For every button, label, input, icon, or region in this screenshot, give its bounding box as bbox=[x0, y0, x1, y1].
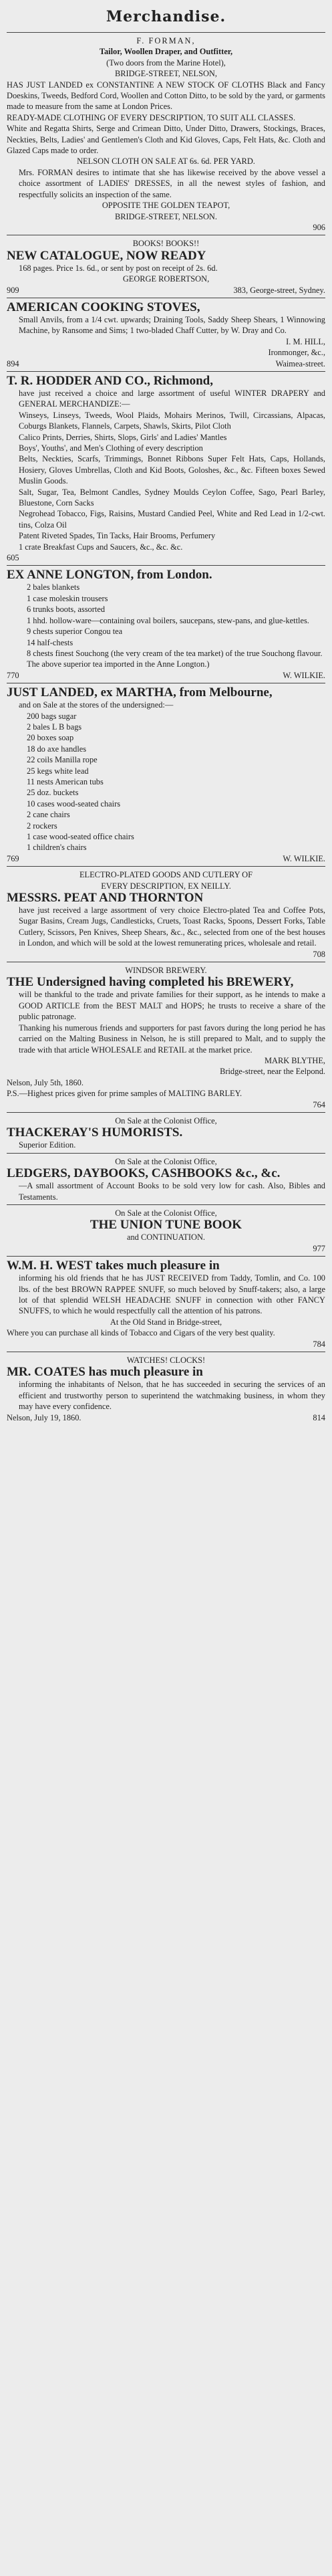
ad-body: NELSON CLOTH ON SALE AT 6s. 6d. PER YARD. bbox=[77, 156, 255, 167]
ad-number: 814 bbox=[313, 1412, 325, 1422]
ad-signer: W. WILKIE. bbox=[283, 670, 325, 680]
ad-body: Boys', Youths', and Men's Clothing of every description bbox=[19, 443, 203, 453]
ad-title: THE Undersigned having completed his BREWERY, bbox=[7, 975, 294, 990]
ad-footer: BRIDGE-STREET, NELSON. bbox=[115, 211, 217, 221]
ad-body: informing his old friends that he has JUST RECEIVED from Taddy, Tomlin, and Co. 100 lbs. of the best BROWN RAPPEE SNUFF, so much beloved by Snuff-takers; also, a large lot of that splendid WELSH HEADACHE SNUFF in connection with other FANCY SNUFFS, to which he would respectfully call the attention of his patrons. bbox=[19, 1273, 325, 1316]
list-item: 9 chests superior Congou tea bbox=[27, 627, 123, 637]
ad-role: Ironmonger, &c., bbox=[268, 348, 325, 358]
ad-name: I. M. HILL, bbox=[286, 336, 325, 346]
ad-line: BRIDGE-STREET, NELSON, bbox=[115, 69, 217, 79]
ad-line: (Two doors from the Marine Hotel), bbox=[106, 58, 226, 68]
ad-stoves bbox=[7, 298, 325, 371]
ad-body: will be thankful to the trade and private families for their support, as he intends to make a GOOD ARTICLE from the BEST MALT and HOPS; he trusts to receive a share of the public patronage. bbox=[19, 990, 325, 1022]
ad-hodder bbox=[7, 371, 325, 566]
ad-books bbox=[7, 235, 325, 298]
ad-ledgers bbox=[7, 1153, 325, 1204]
ad-subtitle: Tailor, Woollen Draper, and Outfitter, bbox=[99, 47, 233, 57]
ad-footer-row bbox=[7, 358, 325, 369]
ad-body: White and Regatta Shirts, Serge and Crimean Ditto, Under Ditto, Drawers, Stockings, Braces, Neckties, Belts, Ladies' and Gentlemen's Cloth and Kid Gloves, Caps, Felt Hats, &c. Cloth and Glazed Caps made to order. bbox=[7, 124, 325, 156]
ad-top: On Sale at the Colonist Office, bbox=[115, 1115, 217, 1125]
ad-anne-longton bbox=[7, 565, 325, 683]
ad-martha bbox=[7, 683, 325, 866]
ad-title: AMERICAN COOKING STOVES, bbox=[7, 300, 200, 314]
list-item: 1 case moleskin trousers bbox=[27, 593, 108, 603]
list-item: 18 do axe handles bbox=[27, 744, 87, 754]
ad-top: WINDSOR BREWERY. bbox=[125, 966, 207, 976]
ad-body: and on Sale at the stores of the undersigned:— bbox=[19, 700, 174, 710]
newspaper-page bbox=[0, 5, 332, 2576]
ad-body: Salt, Sugar, Tea, Belmont Candles, Sydney Moulds Ceylon Coffee, Sago, Pearl Barley, Bluestone, Corn Sacks bbox=[19, 487, 325, 508]
ad-west bbox=[7, 1256, 325, 1352]
ad-body: Small Anvils, from a 1/4 cwt. upwards; Draining Tools, Saddy Sheep Shears, 1 Winnowing Machine, by Ransome and Sims; 1 two-bladed Chaff Cutter, by W. Dray and Co. bbox=[19, 314, 325, 336]
list-item: 2 cane chairs bbox=[27, 810, 70, 820]
ad-address: Bridge-street, near the Eelpond. bbox=[220, 1067, 325, 1077]
ad-body: Belts, Neckties, Scarfs, Trimmings, Bonnet Ribbons Super Felt Hats, Caps, Hollands, Hosiery, Gloves Umbrellas, Cloth and Kid Boots, Goloshes, &c., &c. Fifteen boxes Sewed Muslin Goods. bbox=[19, 454, 325, 486]
ad-body: 168 pages. Price 1s. 6d., or sent by post on receipt of 2s. 6d. bbox=[19, 263, 218, 273]
ad-body: Winseys, Linseys, Tweeds, Wool Plaids, Mohairs Merinos, Twill, Circassians, Alpacas, Coburgs Blankets, Flannels, Carpets, Shawls, Skirts, Pilot Cloth bbox=[19, 410, 325, 431]
ad-top: EVERY DESCRIPTION, EX NEILLY. bbox=[101, 881, 231, 891]
ad-title: THE UNION TUNE BOOK bbox=[90, 1218, 242, 1232]
ad-address: 383, George-street, Sydney. bbox=[233, 285, 325, 295]
ad-subtitle: and CONTINUATION. bbox=[126, 1232, 205, 1243]
list-item: 1 children's chairs bbox=[27, 843, 87, 853]
ad-top: On Sale at the Colonist Office, bbox=[115, 1156, 217, 1166]
ad-ps: P.S.—Highest prices given for prime samples of MALTING BARLEY. bbox=[7, 1089, 242, 1099]
section-heading: Merchandise. bbox=[106, 8, 226, 25]
ad-footer-row bbox=[7, 285, 325, 296]
list-item: 2 rockers bbox=[27, 821, 57, 831]
ad-number: 764 bbox=[313, 1099, 325, 1109]
ad-number: 977 bbox=[313, 1243, 325, 1253]
list-item: 25 kegs white lead bbox=[27, 766, 89, 776]
ad-footer-row bbox=[7, 1412, 325, 1423]
ad-address: Waimea-street. bbox=[275, 358, 325, 368]
ad-body: At the Old Stand in Bridge-street, bbox=[110, 1317, 222, 1327]
ad-windsor-brewery bbox=[7, 962, 325, 1112]
ad-number: 784 bbox=[313, 1339, 325, 1349]
ad-footer-row bbox=[7, 670, 325, 681]
ad-number: 605 bbox=[7, 553, 19, 563]
ad-title: THACKERAY'S HUMORISTS. bbox=[7, 1125, 183, 1140]
ad-number: 906 bbox=[313, 222, 325, 232]
ad-title: T. R. HODDER AND CO., Richmond, bbox=[7, 373, 213, 388]
ad-body: HAS JUST LANDED ex CONSTANTINE A NEW STOCK OF CLOTHS Black and Fancy Doeskins, Tweeds, Bedford Cord, Woollen and Cotton Ditto, to be sold by the yard, or garments made to measure from the same at London Prices. bbox=[7, 80, 325, 112]
ad-signer: W. WILKIE. bbox=[283, 853, 325, 863]
ad-top: BOOKS! BOOKS!! bbox=[132, 239, 200, 249]
ad-body: Mrs. FORMAN desires to intimate that she has likewise received by the above vessel a choice assortment of LADIES' DRESSES, in all the newest styles of fashion, and respectfully solicits an inspection of the same. bbox=[19, 167, 325, 199]
list-item: 11 nests American tubs bbox=[27, 776, 104, 786]
ad-top: ELECTRO-PLATED GOODS AND CUTLERY OF bbox=[79, 870, 253, 880]
ad-number: 770 bbox=[7, 670, 19, 680]
ad-note: The above superior tea imported in the Anne Longton.) bbox=[27, 659, 210, 669]
list-item: 1 hhd. hollow-ware—containing oval boilers, saucepans, stew-pans, and glue-kettles. bbox=[27, 615, 309, 625]
ad-body: Patent Riveted Spades, Tin Tacks, Hair Brooms, Perfumery bbox=[19, 531, 216, 541]
ad-title: JUST LANDED, ex MARTHA, from Melbourne, bbox=[7, 685, 273, 700]
ad-subtitle: Superior Edition. bbox=[19, 1140, 76, 1150]
ad-body: Thanking his numerous friends and supporters for past favors during the long period he has carried on the Malting Business in Nelson, he is still prepared to Malt, and to supply the trade with that article WHOLESALE and RETAIL at the market price. bbox=[19, 1023, 325, 1055]
ad-date: Nelson, July 5th, 1860. bbox=[7, 1077, 84, 1087]
ad-top: WATCHES! CLOCKS! bbox=[126, 1356, 206, 1366]
ad-title: EX ANNE LONGTON, from London. bbox=[7, 568, 212, 582]
ad-body: have just received a large assortment of very choice Electro-plated Tea and Coffee Pots, Sugar Basins, Cream Jugs, Candlesticks, Cruets, Toast Racks, Spoons, Dessert Forks, Table Cutlery, Scissors, Pen Knives, Sheep Shears, &c., &c., selected from one of the best houses in London, and which will be sold at the lowest remunerating prices, wholesale and retail. bbox=[19, 905, 325, 948]
ad-number: 708 bbox=[313, 949, 325, 959]
list-item: 10 cases wood-seated chairs bbox=[27, 798, 121, 809]
list-item: 14 half-chests bbox=[27, 637, 73, 647]
ad-body: Negrohead Tobacco, Figs, Raisins, Mustard Candied Peel, White and Red Lead in 1/2-cwt. tins, Colza Oil bbox=[19, 509, 325, 530]
list-item: 6 trunks boots, assorted bbox=[27, 605, 106, 615]
ad-number: 769 bbox=[7, 853, 19, 863]
ad-tune-book bbox=[7, 1204, 325, 1256]
ad-peat-thornton bbox=[7, 866, 325, 962]
ad-coates bbox=[7, 1352, 325, 1425]
ad-name: GEORGE ROBERTSON, bbox=[122, 274, 210, 284]
ad-body: —A small assortment of Account Books to be sold very low for cash. Also, Bibles and Testaments. bbox=[19, 1181, 325, 1202]
ad-title: W.M. H. WEST takes much pleasure in bbox=[7, 1259, 220, 1273]
ad-top: On Sale at the Colonist Office, bbox=[115, 1208, 217, 1218]
ad-body: have just received a choice and large assortment of useful WINTER DRAPERY and GENERAL MERCHANDIZE:— bbox=[19, 388, 325, 409]
ad-footer: OPPOSITE THE GOLDEN TEAPOT, bbox=[102, 201, 230, 211]
ad-name: MARK BLYTHE, bbox=[265, 1055, 325, 1065]
ad-number: 894 bbox=[7, 358, 19, 368]
ad-body: 1 crate Breakfast Cups and Saucers, &c., &c. &c. bbox=[19, 542, 183, 552]
ad-title: NEW CATALOGUE, NOW READY bbox=[7, 248, 206, 263]
list-item: 25 doz. buckets bbox=[27, 788, 79, 798]
ad-title: MESSRS. PEAT AND THORNTON bbox=[7, 891, 204, 905]
ad-body: Calico Prints, Derries, Shirts, Slops, Girls' and Ladies' Mantles bbox=[19, 432, 227, 442]
list-item: 2 bales L B bags bbox=[27, 722, 82, 732]
ad-title: MR. COATES has much pleasure in bbox=[7, 1365, 203, 1380]
list-item: 8 chests finest Souchong (the very cream of the tea market) of the true Souchong flavour. bbox=[27, 648, 323, 658]
ad-thackeray bbox=[7, 1112, 325, 1153]
ad-date: Nelson, July 19, 1860. bbox=[7, 1412, 81, 1422]
ad-body: READY-MADE CLOTHING OF EVERY DESCRIPTION, TO SUIT ALL CLASSES. bbox=[7, 112, 296, 122]
ad-number: 909 bbox=[7, 285, 19, 295]
ad-footer-row bbox=[7, 853, 325, 864]
list-item: 2 bales blankets bbox=[27, 582, 80, 593]
ad-title: LEDGERS, DAYBOOKS, CASHBOOKS &c., &c. bbox=[7, 1166, 281, 1181]
ad-forman bbox=[7, 32, 325, 235]
list-item: 22 coils Manilla rope bbox=[27, 755, 98, 765]
list-item: 20 boxes soap bbox=[27, 733, 74, 743]
ad-body: informing the inhabitants of Nelson, that he has succeeded in securing the services of an efficient and trustworthy person to superintend the watchmaking business, in whom they may have every confidence. bbox=[19, 1380, 325, 1412]
ad-name: F. FORMAN, bbox=[136, 36, 196, 45]
list-item: 1 case wood-seated office chairs bbox=[27, 832, 134, 841]
list-item: 200 bags sugar bbox=[27, 711, 77, 721]
ad-body: Where you can purchase all kinds of Tobacco and Cigars of the very best quality. bbox=[7, 1328, 275, 1338]
